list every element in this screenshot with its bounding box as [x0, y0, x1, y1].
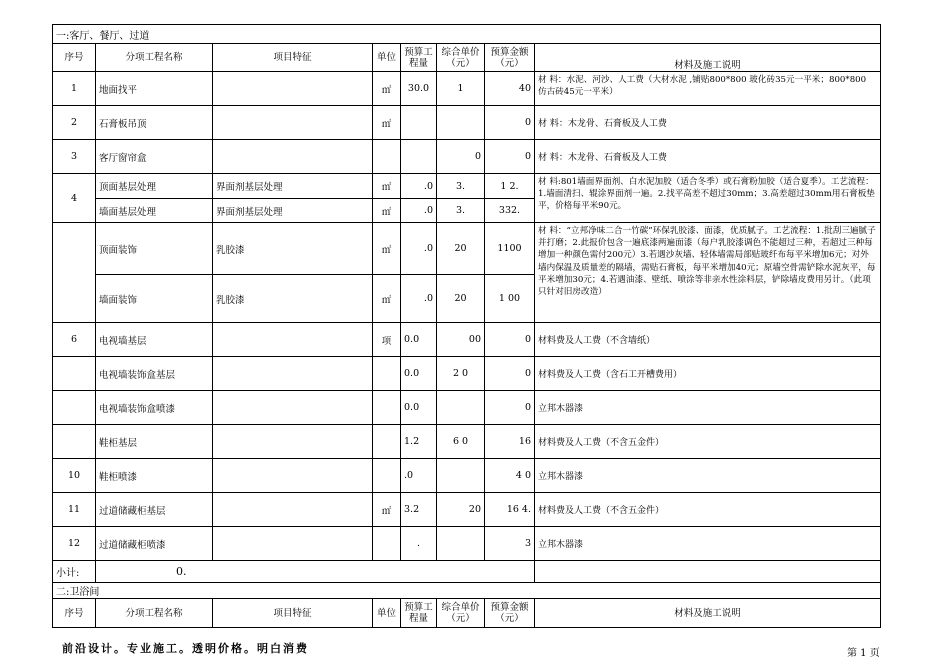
cell-amount: 3: [485, 527, 535, 561]
cell-price: 6 0: [437, 425, 485, 459]
cell-amount: 1100: [485, 223, 535, 275]
cell-seq: 6: [53, 323, 96, 357]
cell-name: 墙面基层处理: [96, 199, 213, 223]
cell-qty: .: [401, 527, 437, 561]
cell-qty: 0.0: [401, 357, 437, 391]
header-desc: 材料及施工说明: [535, 599, 881, 628]
cell-name: 电视墙装饰盒喷漆: [96, 391, 213, 425]
footer-slogan: 前沿设计。专业施工。透明价格。明白消费: [62, 642, 309, 655]
cell-desc: 材 料：“立邦净味二合一竹碳”环保乳胶漆、面漆，优质腻子。工艺流程：1.批刮三遍腻子并打磨；2.此报价包含一遍底漆两遍面漆（每户乳胶漆调色不能超过三种，若超过三种每增加一种颜色需付200元）3.若遇沙灰墙、轻体墙需局部贴玻纤布每平米增加6元；对外墙内保温及质量差的隔墙，需贴石膏板，每平米增加40元；原墙空骨需铲除水泥灰平，每平米增加30元；4.若遇油漆、壁纸、喷涂等非亲水性涂料层，铲除墙皮费用另计。（此项只针对旧房改造）: [535, 223, 881, 323]
cell-name: 石膏板吊顶: [96, 106, 213, 140]
cell-unit: ㎡: [373, 275, 401, 323]
cell-feature: [213, 425, 373, 459]
header-price: 综合单价（元）: [437, 599, 485, 628]
cell-qty: 1.2: [401, 425, 437, 459]
cell-amount: 1 2.: [485, 174, 535, 199]
cell-name: 客厅窗帘盒: [96, 140, 213, 174]
cell-unit: [373, 391, 401, 425]
table-row: [53, 106, 881, 140]
cell-qty: .0: [401, 459, 437, 493]
cell-unit: [373, 140, 401, 174]
cell-amount: 0: [485, 391, 535, 425]
header-name: 分项工程名称: [96, 599, 213, 628]
cell-price: [437, 527, 485, 561]
cell-desc: 材 料：木龙骨、石膏板及人工费: [535, 106, 881, 140]
table-row: [53, 391, 881, 425]
table-row: [53, 223, 881, 275]
cell-seq: [53, 391, 96, 425]
cell-feature: [213, 72, 373, 106]
table-row: [53, 140, 881, 174]
subtotal-label: 小计:: [53, 561, 96, 583]
cell-seq: 11: [53, 493, 96, 527]
table-row: [53, 174, 881, 199]
cell-feature: 界面剂基层处理: [213, 199, 373, 223]
cell-name: 墙面装饰: [96, 275, 213, 323]
cell-qty: 0.0: [401, 391, 437, 425]
cell-unit: [373, 527, 401, 561]
subtotal-desc: [535, 561, 881, 583]
cell-unit: ㎡: [373, 493, 401, 527]
cell-unit: [373, 425, 401, 459]
table-row: [53, 323, 881, 357]
cell-desc: 立邦木器漆: [535, 527, 881, 561]
cell-price: 00: [437, 323, 485, 357]
header-amount: 预算金额（元）: [485, 44, 535, 72]
cell-feature: [213, 140, 373, 174]
cell-price: 2 0: [437, 357, 485, 391]
cell-name: 顶面基层处理: [96, 174, 213, 199]
header-seq: 序号: [53, 599, 96, 628]
cell-unit: [373, 459, 401, 493]
cell-seq: [53, 425, 96, 459]
cell-feature: 界面剂基层处理: [213, 174, 373, 199]
cell-desc: 立邦木器漆: [535, 459, 881, 493]
cell-qty: 3.2: [401, 493, 437, 527]
cell-qty: 0.0: [401, 323, 437, 357]
cell-unit: ㎡: [373, 223, 401, 275]
cell-feature: [213, 357, 373, 391]
cell-feature: 乳胶漆: [213, 223, 373, 275]
cell-name: 电视墙装饰盒基层: [96, 357, 213, 391]
header-unit: 单位: [373, 599, 401, 628]
header-price: 综合单价（元）: [437, 44, 485, 72]
cell-amount: 0: [485, 357, 535, 391]
section-header: [53, 25, 881, 44]
cell-qty: .0: [401, 199, 437, 223]
table-row: [53, 493, 881, 527]
cell-feature: [213, 527, 373, 561]
cell-name: 过道储藏柜基层: [96, 493, 213, 527]
header-unit: 单位: [373, 44, 401, 72]
cell-qty: .0: [401, 223, 437, 275]
cell-amount: 40: [485, 72, 535, 106]
cell-name: 顶面装饰: [96, 223, 213, 275]
cell-amount: 1 00: [485, 275, 535, 323]
cell-qty: 30.0: [401, 72, 437, 106]
cell-name: 鞋柜喷漆: [96, 459, 213, 493]
cell-price: [437, 391, 485, 425]
header-seq: 序号: [53, 44, 96, 72]
page-number: 第 1 页: [847, 648, 880, 659]
cell-desc: 材 料:801墙面界面剂、白水泥加胶（适合冬季）或石膏粉加胶（适合夏季）。工艺流程：1.墙面清扫、辊涂界面剂一遍。2.找平高差不超过30mm；3.高差超过30mm用石膏板垫平，价格每平米90元。: [535, 174, 881, 223]
cell-name: 电视墙基层: [96, 323, 213, 357]
cell-desc: 材料费及人工费（不含五金件）: [535, 425, 881, 459]
cell-amount: 16: [485, 425, 535, 459]
cell-seq: [53, 357, 96, 391]
header-feature: 项目特征: [213, 44, 373, 72]
cell-feature: [213, 323, 373, 357]
cell-price: 20: [437, 275, 485, 323]
cell-seq: 2: [53, 106, 96, 140]
cell-amount: 0: [485, 140, 535, 174]
cell-seq: 10: [53, 459, 96, 493]
column-header-row: [53, 599, 881, 628]
cell-qty: .0: [401, 174, 437, 199]
header-name: 分项工程名称: [96, 44, 213, 72]
budget-sheet: [52, 24, 881, 628]
cell-unit: 项: [373, 323, 401, 357]
cell-desc: 材 料：水泥、河沙、人工费（大材水泥 ,铺贴800*800 玻化砖35元一平米；800*800 仿古砖45元一平米）: [535, 72, 881, 106]
cell-seq: 4: [53, 174, 96, 223]
column-header-row: [53, 44, 881, 72]
section-title: 一:客厅、餐厅、过道: [53, 25, 881, 44]
cell-seq: 3: [53, 140, 96, 174]
subtotal-value: 0.: [96, 561, 535, 583]
header-qty: 预算工程量: [401, 599, 437, 628]
cell-name: 过道储藏柜喷漆: [96, 527, 213, 561]
cell-price: 20: [437, 493, 485, 527]
cell-feature: 乳胶漆: [213, 275, 373, 323]
cell-qty: [401, 140, 437, 174]
cell-price: [437, 106, 485, 140]
header-desc: 材料及施工说明: [535, 44, 881, 72]
section-title: 二:卫浴间: [53, 583, 881, 599]
cell-amount: 0: [485, 323, 535, 357]
cell-price: [437, 459, 485, 493]
header-feature: 项目特征: [213, 599, 373, 628]
cell-amount: 332.: [485, 199, 535, 223]
cell-price: 20: [437, 223, 485, 275]
cell-unit: ㎡: [373, 199, 401, 223]
table-row: [53, 72, 881, 106]
cell-feature: [213, 391, 373, 425]
subtotal-row: [53, 561, 881, 583]
cell-price: 0: [437, 140, 485, 174]
cell-seq: [53, 223, 96, 323]
table-row: [53, 459, 881, 493]
cell-feature: [213, 106, 373, 140]
cell-qty: .0: [401, 275, 437, 323]
cell-seq: 12: [53, 527, 96, 561]
cell-name: 地面找平: [96, 72, 213, 106]
header-amount: 预算金额（元）: [485, 599, 535, 628]
cell-unit: ㎡: [373, 106, 401, 140]
section-header: [53, 583, 881, 599]
cell-seq: 1: [53, 72, 96, 106]
cell-desc: 材 料：木龙骨、石膏板及人工费: [535, 140, 881, 174]
cell-feature: [213, 493, 373, 527]
cell-price: 3.: [437, 199, 485, 223]
cell-feature: [213, 459, 373, 493]
cell-desc: 材料费及人工费（不含五金件）: [535, 493, 881, 527]
cell-unit: [373, 357, 401, 391]
cell-unit: ㎡: [373, 174, 401, 199]
table-row: [53, 527, 881, 561]
cell-unit: ㎡: [373, 72, 401, 106]
cell-amount: 16 4.: [485, 493, 535, 527]
cell-price: 3.: [437, 174, 485, 199]
header-qty: 预算工程量: [401, 44, 437, 72]
cell-price: 1: [437, 72, 485, 106]
cell-name: 鞋柜基层: [96, 425, 213, 459]
cell-amount: 4 0: [485, 459, 535, 493]
table-row: [53, 357, 881, 391]
table-row: [53, 425, 881, 459]
cell-qty: [401, 106, 437, 140]
cell-desc: 立邦木器漆: [535, 391, 881, 425]
cell-amount: 0: [485, 106, 535, 140]
cell-desc: 材料费及人工费（不含墙纸）: [535, 323, 881, 357]
cell-desc: 材料费及人工费（含石工开槽费用）: [535, 357, 881, 391]
